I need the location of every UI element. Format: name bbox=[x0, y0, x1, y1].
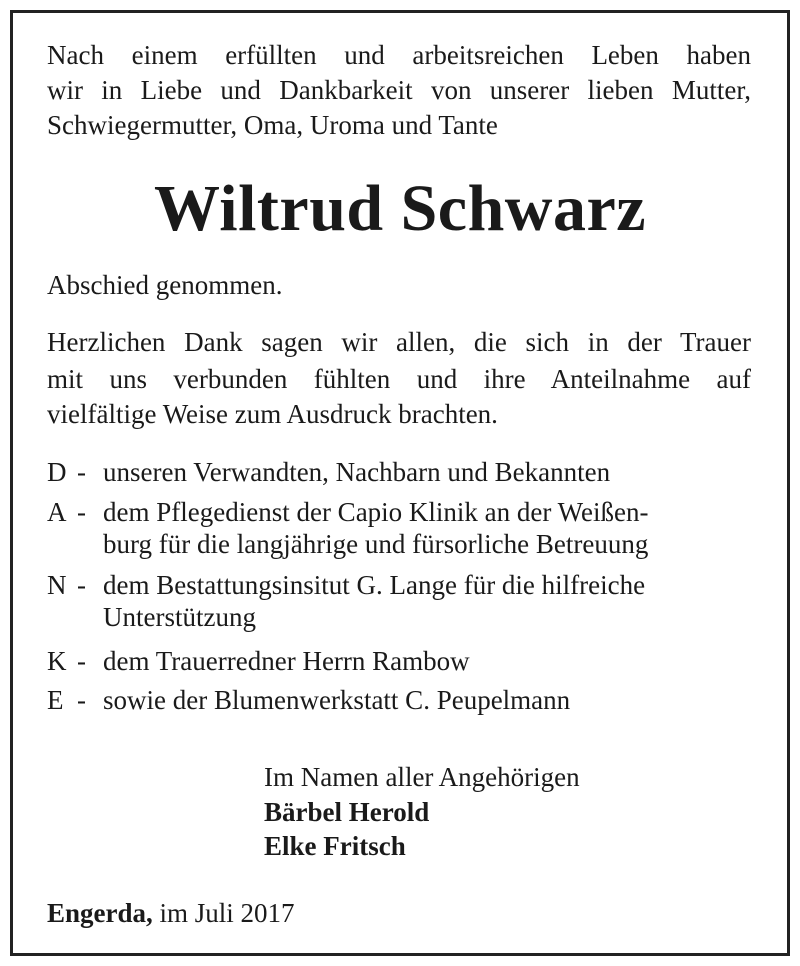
intro-line-1: Nach einem erfüllten und arbeitsreichen Leben haben bbox=[47, 40, 751, 70]
acrostic-letter: K bbox=[47, 646, 67, 676]
dash: - bbox=[77, 497, 86, 527]
intro-line-3: Schwiegermutter, Oma, Uroma und Tante bbox=[47, 110, 498, 140]
thanks-item-e bbox=[47, 684, 570, 716]
thanks-text: sowie der Blumenwerkstatt C. Peupelmann bbox=[103, 685, 571, 715]
thanks-text: dem Trauerredner Herrn Rambow bbox=[103, 646, 470, 676]
thanks-item-d bbox=[47, 456, 610, 488]
acrostic-letter: E bbox=[47, 685, 64, 715]
thanks-text: dem Bestattungsinsitut G. Lange für die hilfreiche bbox=[103, 570, 646, 600]
thanks-text: unseren Verwandten, Nachbarn und Bekannten bbox=[103, 457, 611, 487]
deceased-name: Wiltrud Schwarz bbox=[153, 172, 647, 245]
signature-intro: Im Namen aller Angehörigen bbox=[264, 762, 580, 792]
dash: - bbox=[77, 570, 86, 600]
acrostic-letter: D bbox=[47, 457, 67, 487]
date: im Juli 2017 bbox=[152, 898, 295, 928]
obituary-card bbox=[10, 10, 790, 956]
thanks-text-continued: burg für die langjährige und fürsorliche Betreuung bbox=[103, 529, 649, 559]
farewell-text: Abschied genommen. bbox=[47, 270, 283, 300]
dash: - bbox=[77, 457, 86, 487]
thanks-item-a bbox=[47, 496, 649, 559]
dash: - bbox=[77, 685, 86, 715]
place: Engerda, bbox=[47, 898, 153, 928]
acrostic-letter: A bbox=[47, 497, 67, 527]
intro-line-2: wir in Liebe und Dankbarkeit von unserer lieben Mutter, bbox=[47, 75, 751, 105]
acrostic-letter: N bbox=[47, 570, 67, 600]
signature-name-1: Bärbel Herold bbox=[264, 797, 430, 827]
thanks-intro-line-1: Herzlichen Dank sagen wir allen, die sich in der Trauer bbox=[47, 327, 751, 357]
thanks-text-continued: Unterstützung bbox=[103, 602, 256, 632]
thanks-item-k bbox=[47, 645, 470, 677]
place-date bbox=[47, 897, 295, 929]
thanks-item-n bbox=[47, 569, 646, 632]
thanks-intro-line-3: vielfältige Weise zum Ausdruck brachten. bbox=[47, 399, 498, 429]
signature-name-2: Elke Fritsch bbox=[264, 831, 406, 861]
thanks-text: dem Pflegedienst der Capio Klinik an der Weißen- bbox=[103, 497, 649, 527]
thanks-intro-line-2: mit uns verbunden fühlten und ihre Anteilnahme auf bbox=[47, 364, 751, 394]
dash: - bbox=[77, 646, 86, 676]
